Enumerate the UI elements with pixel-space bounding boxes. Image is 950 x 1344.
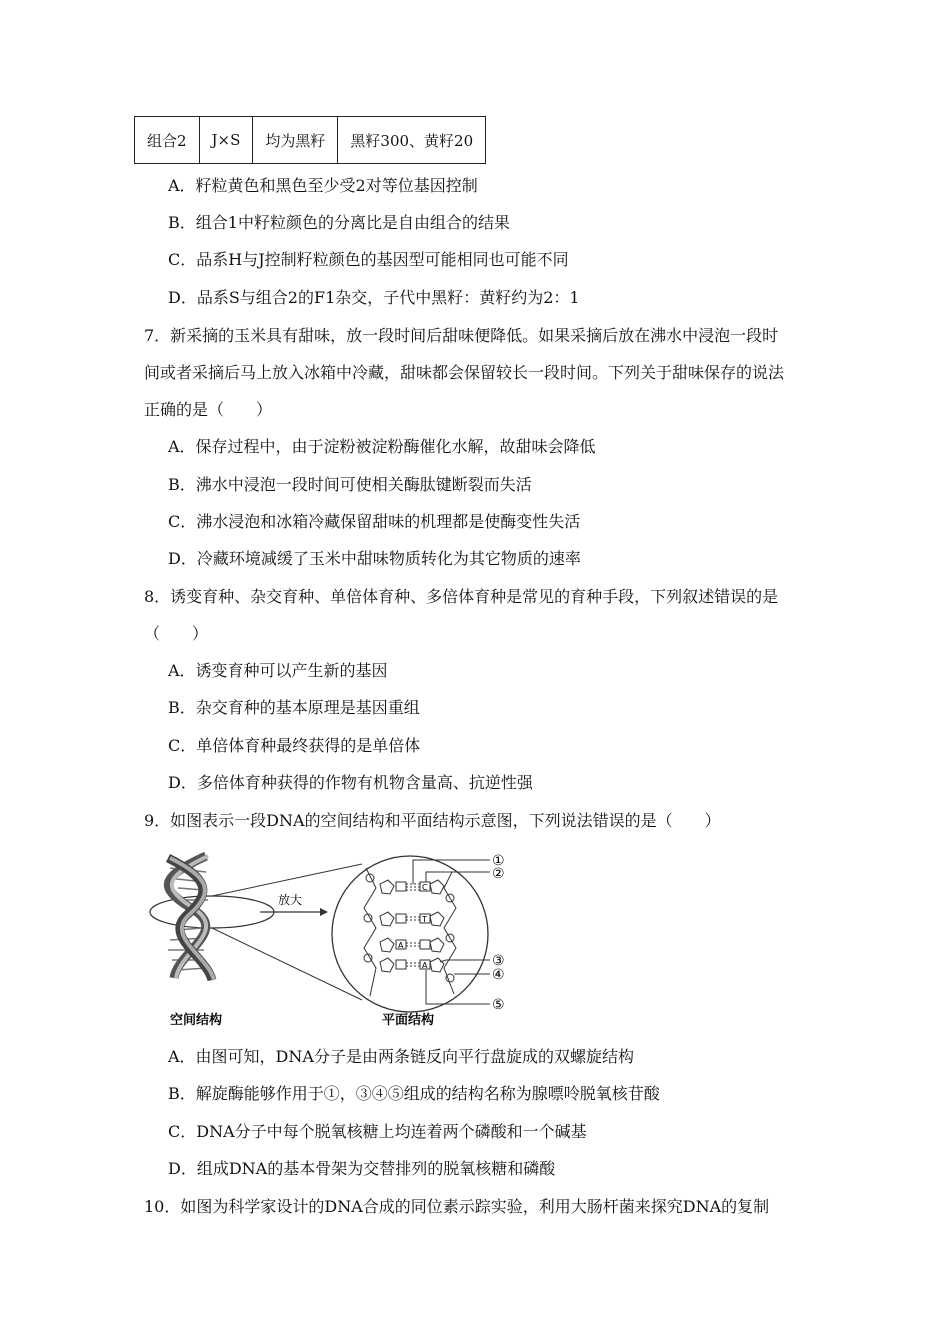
caption-planar: 平面结构	[382, 1013, 435, 1028]
q9-stem: 9．如图表示一段DNA的空间结构和平面结构示意图，下列说法错误的是（ ）	[144, 811, 721, 830]
q7-option-c: C．沸水浸泡和冰箱冷藏保留甜味的机理都是使酶变性失活	[168, 512, 581, 531]
caption-spatial: 空间结构	[170, 1013, 223, 1028]
arrow-label: 放大	[278, 893, 303, 907]
table-cell-f2: 黑籽300、黄籽20	[338, 117, 486, 164]
table-cell-f1: 均为黑籽	[253, 117, 338, 164]
q8-option-b: B．杂交育种的基本原理是基因重组	[168, 698, 420, 717]
marker-4: ④	[492, 967, 505, 983]
table-row	[135, 117, 486, 164]
q8-stem-line-2: （ ）	[144, 624, 209, 643]
q7-option-b: B．沸水中浸泡一段时间可使相关酶肽键断裂而失活	[168, 475, 532, 494]
base-label: A	[422, 961, 428, 970]
q8-option-c: C．单倍体育种最终获得的是单倍体	[168, 736, 421, 755]
q7-option-a: A．保存过程中，由于淀粉被淀粉酶催化水解，故甜味会降低	[168, 437, 596, 456]
marker-1: ①	[492, 853, 505, 869]
marker-3: ③	[492, 953, 505, 969]
base-label: C	[422, 883, 428, 892]
q9-option-c: C．DNA分子中每个脱氧核糖上均连着两个磷酸和一个碱基	[168, 1122, 587, 1141]
q8-stem-line-1: 8．诱变育种、杂交育种、单倍体育种、多倍体育种是常见的育种手段，下列叙述错误的是	[144, 587, 779, 606]
q9-option-a: A．由图可知，DNA分子是由两条链反向平行盘旋成的双螺旋结构	[168, 1047, 634, 1066]
base-label: T	[422, 915, 427, 924]
q9-option-b: B．解旋酶能够作用于①，③④⑤组成的结构名称为腺嘌呤脱氧核苷酸	[168, 1084, 660, 1103]
q9-option-d: D．组成DNA的基本骨架为交替排列的脱氧核糖和磷酸	[168, 1159, 556, 1178]
cross-table	[134, 116, 486, 164]
q6-option-d: D．品系S与组合2的F1杂交，子代中黑籽：黄籽约为2：1	[168, 288, 580, 307]
q7-option-d: D．冷藏环境减缓了玉米中甜味物质转化为其它物质的速率	[168, 549, 581, 568]
q6-option-c: C．品系H与J控制籽粒颜色的基因型可能相同也可能不同	[168, 250, 569, 269]
dna-structure-figure	[148, 848, 528, 1033]
marker-2: ②	[492, 866, 505, 882]
planar-structure-drawing	[332, 856, 488, 1012]
table-cell-combo: 组合2	[135, 117, 200, 164]
q10-stem: 10．如图为科学家设计的DNA合成的同位素示踪实验，利用大肠杆菌来探究DNA的复制	[144, 1197, 770, 1216]
q7-stem-line-1: 7．新采摘的玉米具有甜味，放一段时间后甜味便降低。如果采摘后放在沸水中浸泡一段时	[144, 326, 779, 345]
q6-option-b: B．组合1中籽粒颜色的分离比是自由组合的结果	[168, 213, 510, 232]
q8-option-a: A．诱变育种可以产生新的基因	[168, 661, 388, 680]
double-helix-drawing	[150, 856, 274, 980]
q7-stem-line-3: 正确的是（ ）	[144, 400, 273, 419]
base-label: A	[398, 941, 404, 950]
table-cell-parents: J×S	[199, 117, 253, 164]
q8-option-d: D．多倍体育种获得的作物有机物含量高、抗逆性强	[168, 773, 533, 792]
marker-5: ⑤	[492, 997, 505, 1013]
q7-stem-line-2: 间或者采摘后马上放入冰箱中冷藏，甜味都会保留较长一段时间。下列关于甜味保存的说法	[144, 363, 785, 382]
q6-option-a: A．籽粒黄色和黑色至少受2对等位基因控制	[168, 176, 478, 195]
